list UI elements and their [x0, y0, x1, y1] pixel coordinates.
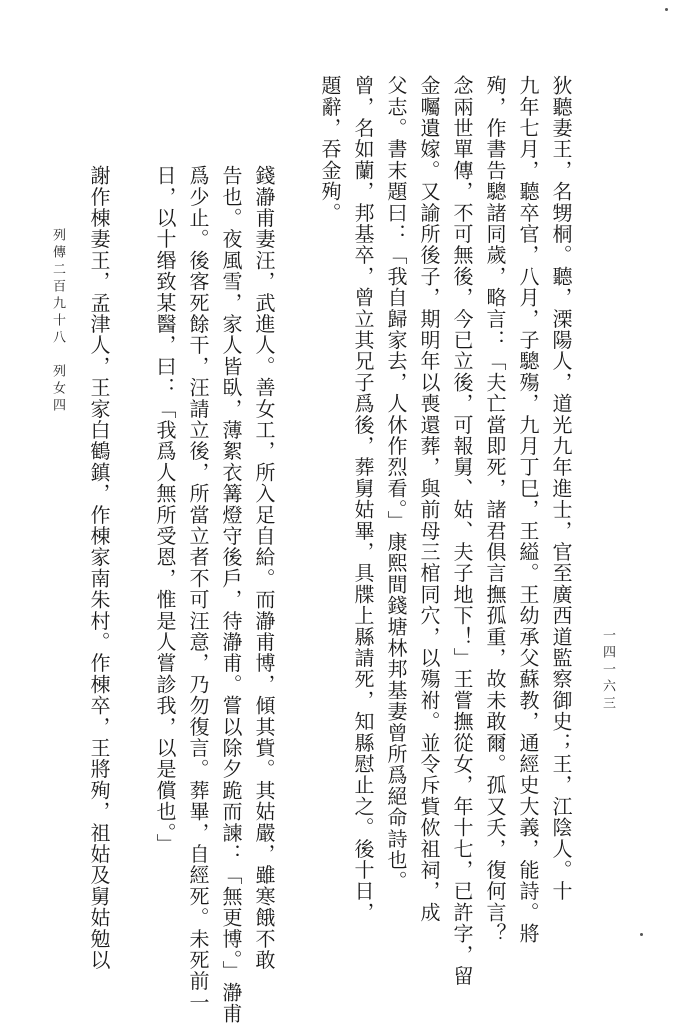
- text-column-1: 狄聽妻王，名甥桐。聽，溧陽人，道光九年進士，官至廣西道監察御史；王，江陰人。十: [549, 75, 573, 902]
- text-column-3: 殉，作書告驄諸同歲，略言：「夫亡當即死，諸君俱言撫孤重，故未敢爾。孤又夭，復何言？: [483, 75, 507, 945]
- text-column-4: 念兩世單傳，不可無後，今已立後，可報舅、姑、夫子地下！」王嘗撫從女，年十七，已許字，留: [450, 75, 474, 987]
- scan-speck: [665, 8, 668, 11]
- text-column-7: 曾，名如蘭，邦基卒，曾立其兄子爲後，葬舅姑畢，具牒上縣請死，知縣慰止之。後十日，: [351, 75, 375, 923]
- text-column-6: 父志。書末題曰：「我自歸家去，人休作烈看。」康熙間錢塘林邦基妻曾所爲絕命詩也。: [384, 75, 408, 892]
- text-column-12: 爲少止。後客死餘干，汪請立後，所當立者不可汪意，乃勿復言。葬畢，自經死。未死前一: [186, 165, 210, 1013]
- text-column-8: 題辭，吞金殉。: [318, 75, 342, 224]
- page-number: 一四一六三: [600, 628, 615, 713]
- text-column-2: 九年七月，聽卒官，八月，子驄殤，九月丁巳，王縊。王幼承父蘇教，通經史大義，能詩。將: [516, 75, 540, 945]
- text-column-10: 錢瀞甫妻汪，武進人。善女工，所入足自給。而瀞甫博，傾其貲。其姑嚴，雖寒餓不敢: [252, 165, 276, 971]
- text-column-11: 告也。夜風雪，家人皆臥，薄絮衣篝燈守後戶，待瀞甫。嘗以除夕跪而諫：「無更博。」瀞甫: [219, 165, 243, 1024]
- running-head: 列傳二百九十八 列女四: [50, 228, 65, 415]
- text-column-5: 金囑遺嫁。又諭所後子，期明年以喪還葬，與前母三棺同穴，以殤祔。並令斥貲佽祖祠，成: [417, 75, 441, 923]
- text-column-13: 日，以十缗致某醫，曰：「我爲人無所受恩，惟是人嘗診我，以是償也。」: [153, 165, 177, 855]
- scan-speck: [640, 933, 643, 936]
- text-column-15: 謝作棟妻王，孟津人，王家白鶴鎮，作棟家南朱村。作棟卒，王將殉，祖姑及舅姑勉以: [87, 165, 111, 971]
